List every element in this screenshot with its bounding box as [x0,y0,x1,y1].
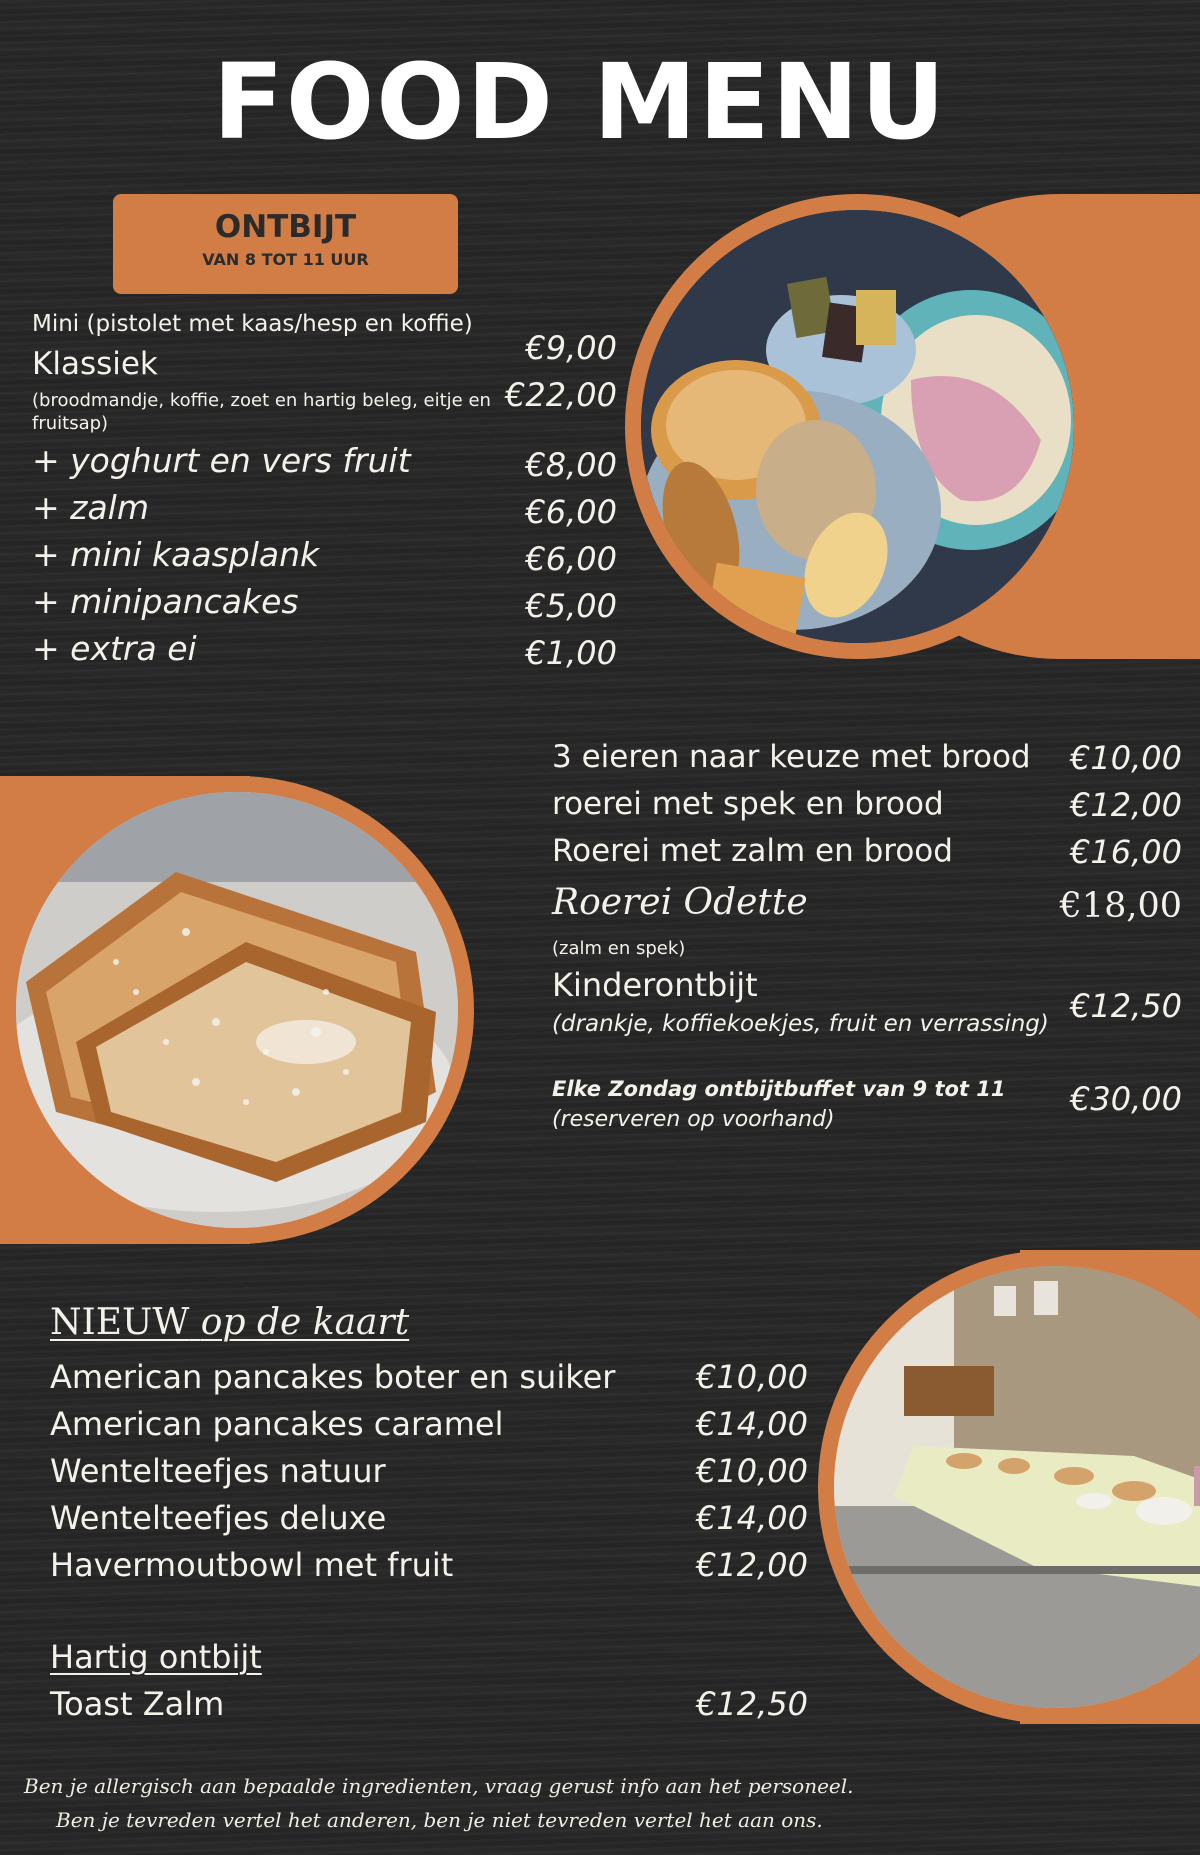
buffet-photo [818,1250,1200,1724]
odette-label: Roerei Odette [552,882,808,923]
breakfast-photo [625,194,1090,659]
ontbijt-badge [113,194,458,294]
ontbijt-hours: VAN 8 TOT 11 UUR [202,250,369,270]
nieuw-item-label: American pancakes boter en suiker [50,1358,616,1396]
footer-allergy-note: Ben je allergisch aan bepaalde ingredienten, vraag gerust info aan het personeel. [24,1774,854,1798]
page-title: FOOD MENU [212,41,948,163]
buffet-label: Elke Zondag ontbijtbuffet van 9 tot 11 [552,1077,1006,1101]
extra-price: €8,00 [525,446,617,484]
extra-label: + zalm [32,488,149,527]
nieuw-heading-b: op de kaart [200,1302,410,1343]
eggs-label: 3 eieren naar keuze met brood [552,739,1031,775]
kinder-label: Kinderontbijt [552,966,758,1004]
nieuw-item-price: €14,00 [696,1405,808,1443]
buffet-price: €30,00 [1070,1080,1182,1118]
nieuw-item-label: Havermoutbowl met fruit [50,1546,454,1584]
nieuw-item-price: €10,00 [696,1452,808,1490]
footer-feedback-note: Ben je tevreden vertel het anderen, ben je niet tevreden vertel het aan ons. [56,1808,823,1832]
nieuw-item-label: Wentelteefjes natuur [50,1452,386,1490]
extra-price: €6,00 [525,493,617,531]
mini-label: Mini (pistolet met kaas/hesp en koffie) [32,311,473,337]
extra-label: + mini kaasplank [32,535,320,574]
klassiek-label: Klassiek [32,346,158,382]
extra-label: + extra ei [32,629,197,668]
klassiek-price: €22,00 [505,376,617,414]
eggs-price: €16,00 [1070,833,1182,871]
hartig-item-price: €12,50 [696,1685,808,1723]
odette-price: €18,00 [1059,886,1182,926]
klassiek-desc: (broodmandje, koffie, zoet en hartig beleg, eitje en fruitsap) [32,390,491,434]
nieuw-heading-a: NIEUW [50,1302,190,1343]
mini-price: €9,00 [525,329,617,367]
extra-label: + minipancakes [32,582,299,621]
kinder-desc: (drankje, koffiekoekjes, fruit en verrassing) [552,1011,1049,1037]
eggs-label: roerei met spek en brood [552,786,944,822]
nieuw-item-price: €14,00 [696,1499,808,1537]
extra-price: €6,00 [525,540,617,578]
nieuw-item-price: €10,00 [696,1358,808,1396]
ontbijt-heading: ONTBIJT [214,209,357,245]
hartig-item-label: Toast Zalm [50,1685,225,1723]
hartig-heading: Hartig ontbijt [50,1638,262,1676]
eggs-price: €10,00 [1070,739,1182,777]
nieuw-item-label: American pancakes caramel [50,1405,504,1443]
extra-price: €5,00 [525,587,617,625]
french-toast-photo [0,776,474,1244]
odette-desc: (zalm en spek) [552,938,686,959]
kinder-price: €12,50 [1070,987,1182,1025]
buffet-desc: (reserveren op voorhand) [552,1107,835,1132]
eggs-label: Roerei met zalm en brood [552,833,953,869]
eggs-price: €12,00 [1070,786,1182,824]
nieuw-item-price: €12,00 [696,1546,808,1584]
nieuw-heading [50,1302,409,1343]
extra-label: + yoghurt en vers fruit [32,441,411,480]
nieuw-item-label: Wentelteefjes deluxe [50,1499,387,1537]
extra-price: €1,00 [525,634,617,672]
